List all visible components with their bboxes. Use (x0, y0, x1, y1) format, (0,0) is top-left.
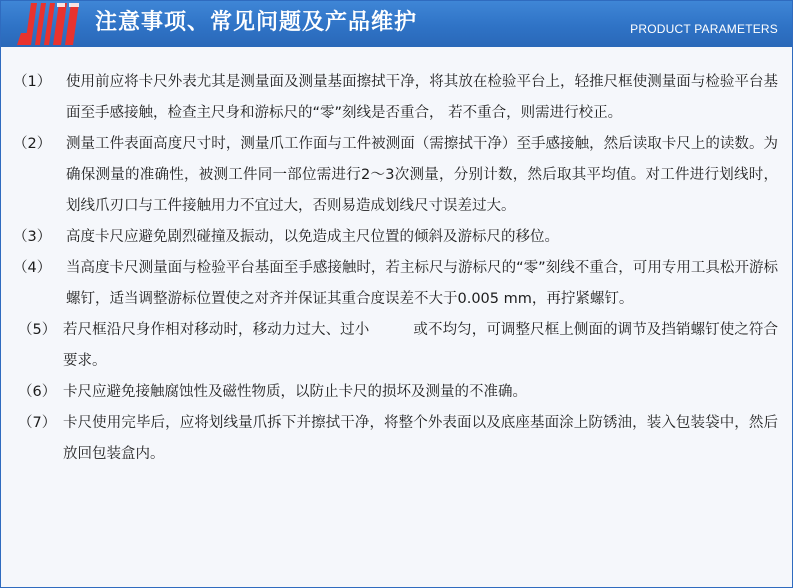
red-stripes-logo-icon (15, 3, 85, 45)
item-number: （6） (18, 384, 57, 400)
item-number: （3） (13, 229, 52, 245)
item-number: （4） (13, 260, 52, 276)
page-title: 注意事项、常见问题及产品维护 (95, 10, 418, 35)
notes-list (1, 67, 792, 470)
list-item (1, 129, 792, 222)
list-item (1, 67, 792, 129)
item-text: 卡尺使用完毕后，应将划线量爪拆下并擦拭干净，将整个外表面以及底座基面涂上防锈油，装入包装袋中，然后放回包装盒内。 (63, 415, 778, 462)
item-text: 卡尺应避免接触腐蚀性及磁性物质，以防止卡尺的损坏及测量的不准确。 (63, 384, 527, 400)
item-text: 测量工件表面高度尺寸时，测量爪工作面与工件被测面（需擦拭干净）至手感接触，然后读取卡尺上的读数。为确保测量的准确性，被测工件同一部位需进行2～3次测量，分别计数，然后取其平均值。对工件进行划线时，划线爪刃口与工件接触用力不宜过大，否则易造成划线尺寸误差过大。 (66, 136, 778, 214)
list-item (1, 222, 792, 253)
item-text: 当高度卡尺测量面与检验平台基面至手感接触时，若主标尺与游标尺的“零”刻线不重合，可用专用工具松开游标螺钉，适当调整游标位置使之对齐并保证其重合度误差不大于0.005 mm，再拧紧螺钉。 (66, 260, 778, 307)
list-item (1, 377, 792, 408)
item-text-part-b: 或不均匀，可调整尺框上侧面的调节及挡销螺钉使之符合要求。 (63, 322, 778, 369)
item-text: 高度卡尺应避免剧烈碰撞及振动，以免造成主尺位置的倾斜及游标尺的移位。 (66, 229, 559, 245)
list-item (1, 253, 792, 315)
header-bar (1, 1, 792, 47)
item-text: 使用前应将卡尺外表尤其是测量面及测量基面擦拭干净，将其放在检验平台上，轻推尺框使测量面与检验平台基面至手感接触，检查主尺身和游标尺的“零”刻线是否重合， 若不重合，则需进行校正。 (66, 74, 778, 121)
item-number: （1） (13, 74, 52, 90)
list-item (1, 315, 792, 377)
item-number: （7） (18, 415, 57, 431)
item-number: （2） (13, 136, 52, 152)
item-text (63, 315, 778, 377)
section-subtitle: PRODUCT PARAMETERS (630, 22, 778, 36)
item-number: （5） (18, 322, 57, 338)
item-text-part-a: 若尺框沿尺身作相对移动时，移动力过大、过小 (63, 322, 370, 338)
list-item (1, 408, 792, 470)
